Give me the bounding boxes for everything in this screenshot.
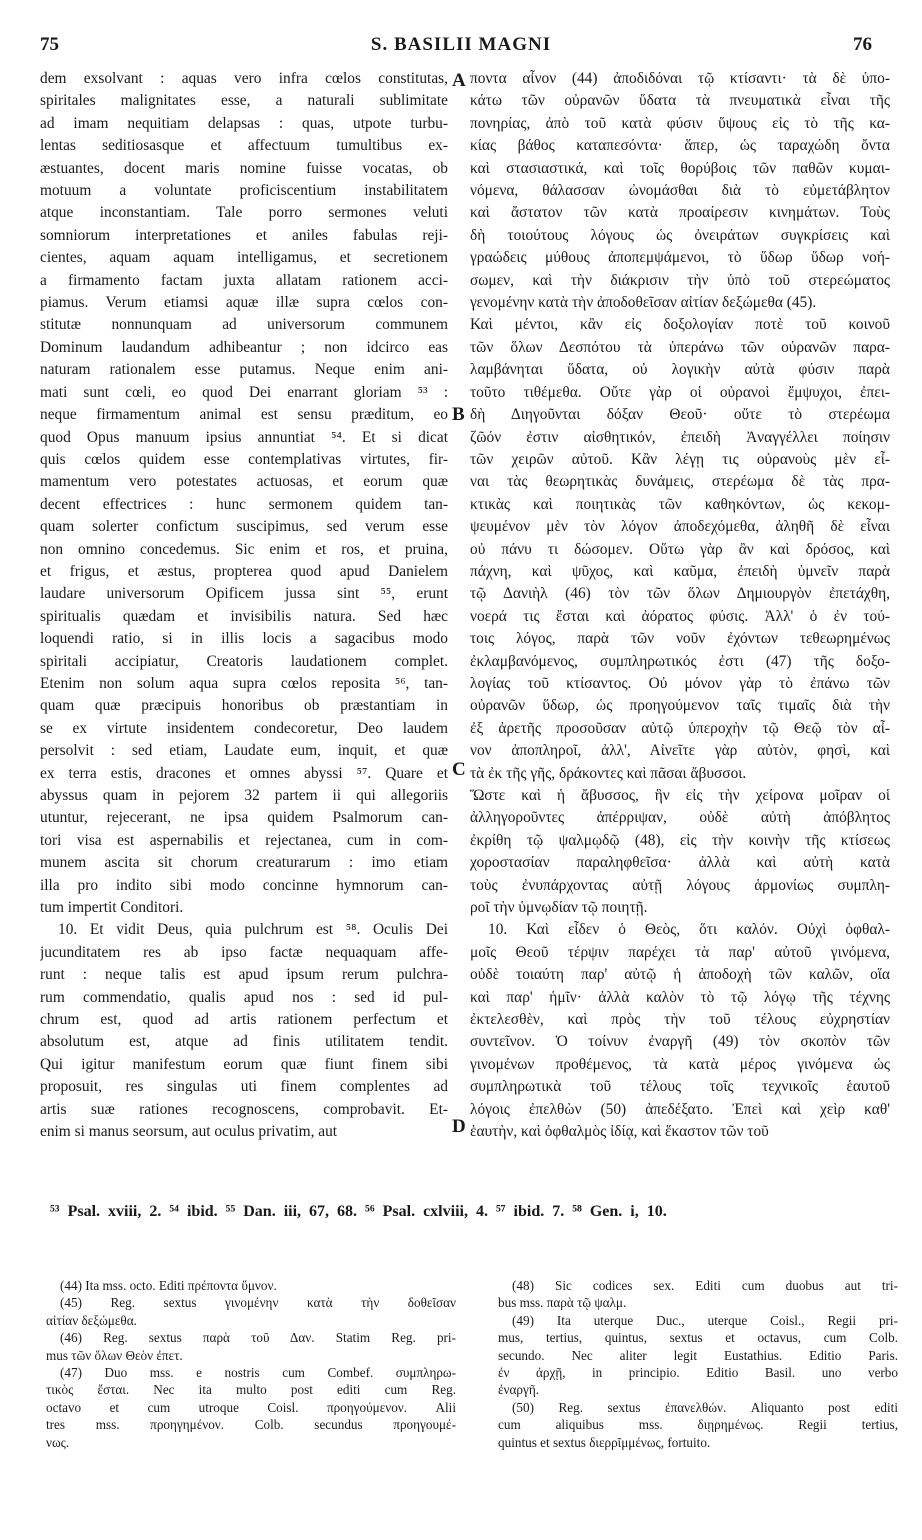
text-line: ψευμένον μὲν τὸν λόγον ἀποδεχόμεθα, ἀληθῆ δὲ εἶναι <box>470 518 890 536</box>
text-line: νον ἀποπληροῖ, ἀλλ', Αἰνεῖτε γὰρ αὐτὸν, φησὶ, καὶ <box>470 742 890 760</box>
text-line: τῶν ὅλων Δεσπότου τὰ ὑπεράνω τῶν οὐρανῶν παρα- <box>470 338 890 356</box>
text-line: mamentum vero potestates actuosas, et eorum quæ <box>40 473 448 491</box>
footnote <box>498 1399 898 1451</box>
footnote-line: cum aliquibus mss. διῃρημένως. Regii tertius, <box>498 1417 898 1433</box>
text-line: somniorum interpretationes et aniles fabulas reji- <box>40 226 448 244</box>
text-line: λαμβάνηται ὕδατα, οὐ λογικὴν αὐτὰ φύσιν παρὰ <box>470 361 890 379</box>
text-line: quam quæ præcipuis honoribus ob præstantiam in <box>40 697 448 715</box>
text-line: γενομένην κατὰ τὴν ἀποδοθεῖσαν αἰτίαν δεξώμεθα (45). <box>470 294 817 312</box>
text-line: atque inconstantiam. Tale porro sermones veluti <box>40 204 448 222</box>
text-line: runt : neque talis est apud ipsum rerum pulchra- <box>40 966 448 984</box>
text-line: ροῖ τὴν ὑμνῳδίαν τῷ ποιητῇ. <box>470 899 648 917</box>
text-line: jucunditatem res ab ipso factæ nequaquam affe- <box>40 943 448 961</box>
text-line: dem exsolvant : aquas vero infra cœlos constitutas, <box>40 70 448 87</box>
footnote-line: (44) Ita mss. octo. Editi πρέποντα ὕμνον. <box>60 1278 277 1293</box>
latin-column <box>40 68 448 1144</box>
footnote-line: (49) Ita uterque Duc., uterque Coisl., Regii pri- <box>512 1312 898 1328</box>
text-line: ἑαυτὴν, καὶ ὀφθαλμὸς ἰδίᾳ, καὶ ἕκαστον τῶν τοῦ <box>470 1123 769 1141</box>
text-line: τοις λόγος, παρὰ τῶν νοῦν ἐχόντων τεθεωρημένως <box>470 630 890 648</box>
text-line: utuntur, rejecerant, ne ipsa quidem Psalmorum can- <box>40 809 448 827</box>
text-line: artis suæ rationes recognoscens, comprobavit. Et- <box>40 1100 448 1118</box>
text-line: οὐδὲ τοιαύτη παρ' αὐτῷ ἡ ἀποδοχὴ τῶν καλῶν, οἵα <box>470 966 890 984</box>
text-line: τὰ ἐκ τῆς γῆς, δράκοντες καὶ πᾶσαι ἄβυσσοι. <box>470 764 747 782</box>
text-line: spiritali accipiatur, Creatoris laudationem complet. <box>40 652 448 670</box>
footnote <box>46 1329 456 1364</box>
text-line: δὴ τοιούτους λόγους ὡς ὀνειράτων συγκρίσεις καὶ <box>470 226 890 244</box>
text-line: γινομένων προθέμενος, τὰ κατὰ μέρος γινόμενα ὡς <box>470 1055 890 1073</box>
footnote-line: (50) Reg. sextus ἐπανελθών. Aliquanto post editi <box>512 1399 898 1415</box>
text-line: mati sunt cœli, eo quod Dei enarrant gloriam ⁵³ : <box>40 383 448 401</box>
text-line: persolvit : sed etiam, Laudate eum, inquit, et quæ <box>40 742 448 760</box>
right-page-number: 76 <box>853 34 872 55</box>
text-line: quod Opus manuum ipsius annuntiat ⁵⁴. Et si dicat <box>40 428 448 446</box>
footnote-line: quintus et sextus διερρῖμμένως, fortuito. <box>498 1434 711 1450</box>
running-header <box>30 34 892 60</box>
text-line: δὴ Διηγοῦνται δόξαν Θεοῦ· οὔτε τὸ στερέωμα <box>470 406 890 424</box>
text-line: lentas seditiosasque et affectuum tumultibus ex- <box>40 137 448 155</box>
text-line: κάτω τῶν οὐρανῶν ὕδατα τὰ πνευματικὰ εἶναι τῆς <box>470 92 890 110</box>
text-line: οὐ πάνυ τι δώσομεν. Οὕτω γὰρ ἂν καὶ δρόσος, καὶ <box>470 540 890 558</box>
margin-letter-a: A <box>452 70 466 91</box>
footnote <box>46 1294 456 1329</box>
text-line: munem ascita sit chorum creaturarum : imo etiam <box>40 854 448 872</box>
text-line: τῷ Δανιὴλ (46) τὸν τῶν ὅλων Δημιουργὸν ἐπετάχθη, <box>470 585 890 603</box>
footnote-line: (47) Duo mss. e nostris cum Combef. συμπληρω- <box>60 1365 456 1381</box>
text-line: quam solerter confictum suscipimus, sed verum esse <box>40 518 448 536</box>
text-line: μοῖς Θεοῦ τέρψιν παρέχει τὰ παρ' αὐτοῦ γινόμενα, <box>470 943 890 961</box>
footnote-line: (48) Sic codices sex. Editi cum duobus aut tri- <box>512 1278 898 1293</box>
text-line: ἀλληγοροῦντες ἀπέρριψαν, οὐδὲ αὐτὴ ἀπόβλητος <box>470 809 890 827</box>
text-line: proposuit, res singulas uti finem complentes ad <box>40 1078 448 1096</box>
text-line: abyssus quam in pejorem 32 partem ii qui allegoriis <box>40 787 448 804</box>
text-line: κτικὰς καὶ ποιητικὰς τῶν καθηκόντων, ὡς κεκομ- <box>470 495 890 513</box>
text-line: illa pro indito sibi modo concinne hymnorum can- <box>40 876 448 894</box>
footnote-line: secundo. Nec aliter legit Eustathius. Editio Paris. <box>498 1347 898 1363</box>
text-line: συντεῖνον. Ὁ τοίνυν ἐναργῆ (49) τὸν σκοπὸν τῶν <box>470 1033 890 1051</box>
text-line: ναι τὰς θεωρητικὰς δυνάμεις, στερέωμα δὲ τὰς πρα- <box>470 473 890 491</box>
text-line: laudare universorum Opificem jussa sint ⁵⁵, erunt <box>40 585 448 603</box>
footnote-line: mus τῶν ὅλων Θεὸν ἐπετ. <box>46 1347 183 1363</box>
text-line: loquendi ratio, si in illis locis a sagacibus modo <box>40 630 448 648</box>
footnote-line: (46) Reg. sextus παρὰ τοῦ Δαν. Statim Reg. pri- <box>60 1330 456 1346</box>
text-line: ἐκτελεσθὲν, καὶ πρὸς τὴν τοῦ τέλους εὐχρηστίαν <box>470 1011 890 1029</box>
text-line: ἐξ ἀρετῆς προσοῦσαν αὐτῷ ὑπεροχὴν τῷ Θεῷ τὸν αἶ- <box>470 719 890 737</box>
footnote-line: mus, tertius, quintus, sextus et octavus, cum Colb. <box>498 1330 898 1346</box>
text-line: spiritualis quædam et invisibilis natura. Sed hæc <box>40 607 448 625</box>
text-line: καὶ στασιαστικά, καὶ τοῖς θορύβοις τῶν παθῶν κυμαι- <box>470 159 890 177</box>
text-line: 10. Et vidit Deus, quia pulchrum est ⁵⁸. Oculis Dei <box>58 921 448 939</box>
footnote-line: (45) Reg. sextus γινομένην κατὰ τὴν δοθεῖσαν <box>60 1295 456 1311</box>
text-line: a firmamento factam juxta allatam rationem acci- <box>40 271 448 289</box>
text-line: νοερά τις ἔσται καὶ ἀόρατος φύσις. Ἀλλ' ὁ ἐν τού- <box>470 607 890 625</box>
text-line: enim si manus seorsum, aut oculus privatim, aut <box>40 1123 338 1141</box>
footnote-line: ἐν ἀρχῇ, in principio. Editio Basil. uno verbo <box>498 1365 898 1381</box>
text-line: se ex virtute insidentem condecoretur, Deo laudem <box>40 719 448 737</box>
text-line: non omnino concedemus. Sic enim et ros, et pruina, <box>40 540 448 558</box>
running-title: S. BASILII MAGNI <box>370 34 552 55</box>
text-line: ἐκρίθη τῷ ψαλμῳδῷ (48), εἰς τὴν κοινὴν τῆς κτίσεως <box>470 831 890 849</box>
footnote <box>46 1364 456 1451</box>
margin-letter-d: D <box>452 1116 466 1137</box>
margin-letter-b: B <box>452 404 465 425</box>
text-line: ad imam nequitiam delapsas : quas, utpote turbu- <box>40 114 448 132</box>
text-line: rum commendatio, qualis apud nos : sed id pul- <box>40 988 448 1006</box>
text-line: τῶν χειρῶν αὐτοῦ. Κἂν λέγῃ τις οὐρανοὺς μὲν εἶ- <box>470 450 890 468</box>
footnote-line: ἐναργῆ. <box>498 1382 540 1398</box>
text-line: ζῶόν ἐστιν αἰσθητικόν, ἐπειδὴ Ἀναγγέλλει ποίησιν <box>470 428 890 446</box>
footnote-line: αἰτίαν δεξώμεθα. <box>46 1312 137 1328</box>
text-line: οὐρανῶν ὕδωρ, ὡς προηγούμενον ταῖς τιμαῖς διὰ τὴν <box>470 697 890 715</box>
footnote-line: τικὸς ἔσται. Nec ita multo post editi cum Reg. <box>46 1382 456 1398</box>
text-line: spiritales malignitates esse, a naturali sublimitate <box>40 92 448 110</box>
footnote <box>498 1312 898 1399</box>
text-line: æstuantes, docent maris nomine fuisse vocatas, ob <box>40 159 448 177</box>
footnote-line: bus mss. παρὰ τῷ ψαλμ. <box>498 1295 627 1311</box>
text-line: chrum est, quod ad artis rationem perfectum et <box>40 1011 448 1029</box>
scripture-references: ⁵³ Psal. xviii, 2. ⁵⁴ ibid. ⁵⁵ Dan. iii, 67, 68. ⁵⁶ Psal. cxlviii, 4. ⁵⁷ ibid. 7. ⁵⁸ Gen. i, 10. <box>50 1203 667 1220</box>
text-line: χοροστασίαν παραληφθεῖσα· ἀλλὰ καὶ αὐτὴ κατὰ <box>470 854 890 872</box>
text-line: tum impertit Conditori. <box>40 899 184 917</box>
footnote-line: tres mss. προηγημένον. Colb. secundus προηγουμέ- <box>46 1417 456 1433</box>
text-line: σωμεν, καὶ τὴν διάκρισιν τὴν ὑπὸ τοῦ στερεώματος <box>470 271 890 289</box>
text-line: τοὺς ἐνυπάρχοντας αὐτῇ λόγους ἁρμονίως συμπλη- <box>470 876 890 894</box>
text-line: Etenim non solum aqua supra cœlos reposita ⁵⁶, tan- <box>40 674 448 692</box>
text-line: νόμενα, θάλασσαν ὠνομάσθαι διὰ τὸ εὐμετάβλητον <box>470 182 890 200</box>
text-line: λογίας τοῦ κτίσαντος. Οὐ μόνον γὰρ τὸ ἐπάνω τῶν <box>470 674 890 692</box>
text-line: τοῦτο τιθέμεθα. Οὔτε γὰρ οἱ οὐρανοὶ ἔμψυχοι, ἐπει- <box>470 383 890 401</box>
text-line: decent effectrices : hunc sermonem quidem tan- <box>40 495 448 513</box>
footnote-line: νως. <box>46 1434 70 1450</box>
text-line: πάχνη, καὶ ψῦχος, καὶ καῦμα, ἐπειδὴ ὑμνεῖν παρὰ <box>470 562 890 580</box>
text-line: tori visa est aspernabilis et rejectanea, cum in com- <box>40 831 448 849</box>
footnote-line: octavo et cum utroque Coisl. προηγούμενον. Alii <box>46 1399 456 1415</box>
footnote <box>498 1277 898 1312</box>
text-line: naturam rationalem esse putamus. Neque enim ani- <box>40 361 448 379</box>
text-line: λόγοις ἐπελθὼν (50) ἀπεδέξατο. Ἐπεὶ καὶ χεὶρ καθ' <box>470 1100 890 1118</box>
text-line: absolutum est, atque ad finis utilitatem tendit. <box>40 1033 448 1051</box>
notes-right-column <box>498 1277 898 1451</box>
left-page-number: 75 <box>40 34 59 55</box>
text-line: κίας βάθος καταπεσόντα· ἅπερ, ὡς ταραχώδη ὄντα <box>470 137 890 155</box>
text-line: καὶ ἄστατον τῶν κατὰ προαίρεσιν κινημάτων. Τοὺς <box>470 204 890 222</box>
greek-column <box>470 68 890 1144</box>
text-line: piamus. Verum etiamsi aquæ illæ supra cœlos con- <box>40 294 448 312</box>
text-line: Ὥστε καὶ ἡ ἄβυσσος, ἣν εἰς τὴν χείρονα μοῖραν οἱ <box>470 787 890 804</box>
text-line: Καὶ μέντοι, κἂν εἰς δοξολογίαν ποτὲ τοῦ κοινοῦ <box>470 316 890 334</box>
text-line: quis cœlos quidem esse contemplativas virtutes, fir- <box>40 450 448 468</box>
text-line: Qui igitur manifestum eorum quæ fiunt finem sibi <box>40 1055 448 1073</box>
notes-left-column <box>46 1277 456 1451</box>
text-line: ἐκλαμβανόμενος, συμπληρωτικός ἐστι (47) τῆς δοξο- <box>470 652 890 670</box>
text-line: stitutæ nonnunquam ad universorum communem <box>40 316 448 334</box>
text-line: cientes, aquam aquam intelligamus, et secretionem <box>40 249 448 267</box>
text-line: πονηρίας, ἀπὸ τοῦ κατὰ φύσιν ὕψους εἰς τὸ τῆς κα- <box>470 114 890 132</box>
text-line: καὶ παρ' ἡμῖν· ἀλλὰ καλὸν τὸ τῷ λόγῳ τῆς τέχνης <box>470 988 890 1006</box>
text-line: συμπληρωτικὰ τοῦ τέλους τοῖς τεχνικοῖς ἑαυτοῦ <box>470 1078 890 1096</box>
footnote <box>46 1277 456 1294</box>
text-line: γραώδεις μύθους ἀποπεμψάμενοι, τὸ ὕδωρ ὕδωρ νοή- <box>470 249 890 267</box>
margin-letter-c: C <box>452 759 466 780</box>
text-line: ποντα αἶνον (44) ἀποδιδόναι τῷ κτίσαντι· τὰ δὲ ὑπο- <box>470 70 890 87</box>
text-line: motuum a voluntate proficiscentium instabilitatem <box>40 182 448 200</box>
text-line: 10. Καὶ εἶδεν ὁ Θεὸς, ὅτι καλόν. Οὐχὶ ὀφθαλ- <box>488 921 890 939</box>
text-line: neque firmamentum animal est sensu præditum, eo <box>40 406 448 424</box>
text-line: et frigus, et æstus, propterea quod apud Danielem <box>40 562 448 580</box>
text-line: ex terra estis, dracones et omnes abyssi ⁵⁷. Quare et <box>40 764 448 782</box>
text-line: Dominum laudandum adhibeantur ; non idcirco eas <box>40 338 448 356</box>
